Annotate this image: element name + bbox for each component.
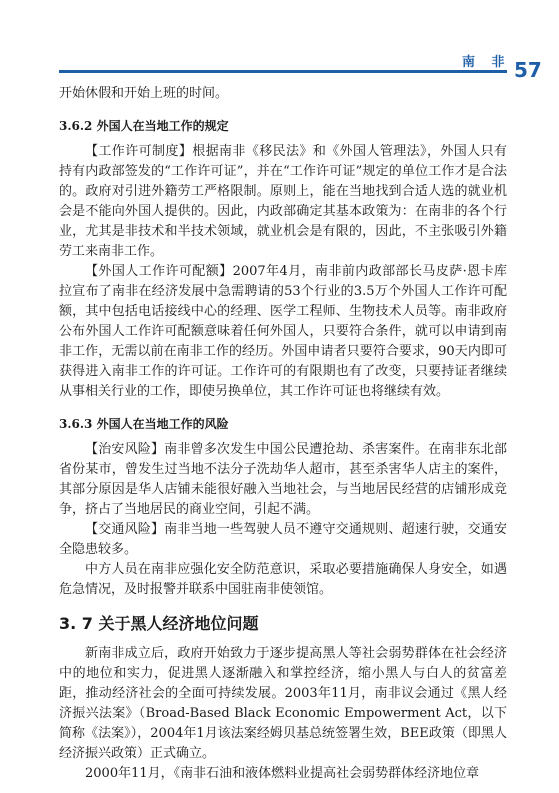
paragraph-traffic-risk: 【交通风险】南非当地一些驾驶人员不遵守交通规则、超速行驶，交通安全隐患较多。 [59, 522, 507, 557]
paragraph-work-permit-system: 【工作许可制度】根据南非《移民法》和《外国人管理法》，外国人只有持有内政部签发的“工作许可证”，并在“工作许可证”规定的单位工作才是合法的。政府对引进外籍劳工严格限制。原则上，能在当地找到合适人选的就业机会是不能向外国人提供的。因此，内政部确定其基本政策为：在南非的各个行业，尤其是非技术和半技术领域，就业机会是有限的，因此，不主张吸引外籍劳工来南非工作。 [59, 144, 507, 259]
running-header-label: 南 非 [462, 55, 511, 70]
paragraph: 开始休假和开始上班的时间。 [59, 86, 229, 101]
page-number: 57 [514, 58, 542, 82]
paragraph-petroleum-charter: 2000年11月，《南非石油和液体燃料业提高社会弱势群体经济地位章 [85, 766, 480, 781]
page-content [59, 84, 507, 784]
paragraph-bee-intro: 新南非成立后，政府开始致力于逐步提高黑人等社会弱势群体在社会经济中的地位和实力，促进黑人逐渐融入和掌控经济，缩小黑人与白人的贫富差距，推动经济社会的全面可持续发展。2003年11月，南非议会通过《黑人经济振兴法案》（Broad-Based Black Economic Empowerment Act，以下简称《法案》），2004年1月该法案经姆贝基总统签署生效，BEE政策（即黑人经济振兴政策）正式确立。 [59, 646, 507, 761]
header-rule [59, 70, 507, 73]
section-heading-3-6-3: 3.6.3 外国人在当地工作的风险 [59, 417, 229, 431]
paragraph-security-risk: 【治安风险】南非曾多次发生中国公民遭抢劫、杀害案件。在南非东北部省份某市，曾发生过当地不法分子洗劫华人超市，甚至杀害华人店主的案件，其部分原因是华人店铺未能很好融入当地社会，与当地居民经营的店铺形成竞争，挤占了当地居民的商业空间，引起不满。 [59, 442, 507, 517]
section-heading-3-6-2: 3.6.2 外国人在当地工作的规定 [59, 119, 229, 133]
paragraph-work-permit-quota: 【外国人工作许可配额】2007年4月，南非前内政部部长马皮萨·恩卡库拉宣布了南非在经济发展中急需聘请的53个行业的3.5万个外国人工作许可配额，其中包括电话接线中心的经理、医学工程师、生物技术人员等。南非政府公布外国人工作许可配额意味着任何外国人，只要符合条件，就可以申请到南非工作，无需以前在南非工作的经历。外国申请者只要符合要求，90天内即可获得进入南非工作的许可证。工作许可的有限期也有了改变，只要持证者继续从事相关行业的工作，即使另换单位，其工作许可证也将继续有效。 [59, 264, 507, 399]
section-heading-3-7: 3. 7 关于黑人经济地位问题 [59, 614, 259, 633]
paragraph-safety-advice: 中方人员在南非应强化安全防范意识，采取必要措施确保人身安全，如遇危急情况，及时报警并联系中国驻南非使领馆。 [59, 562, 507, 597]
